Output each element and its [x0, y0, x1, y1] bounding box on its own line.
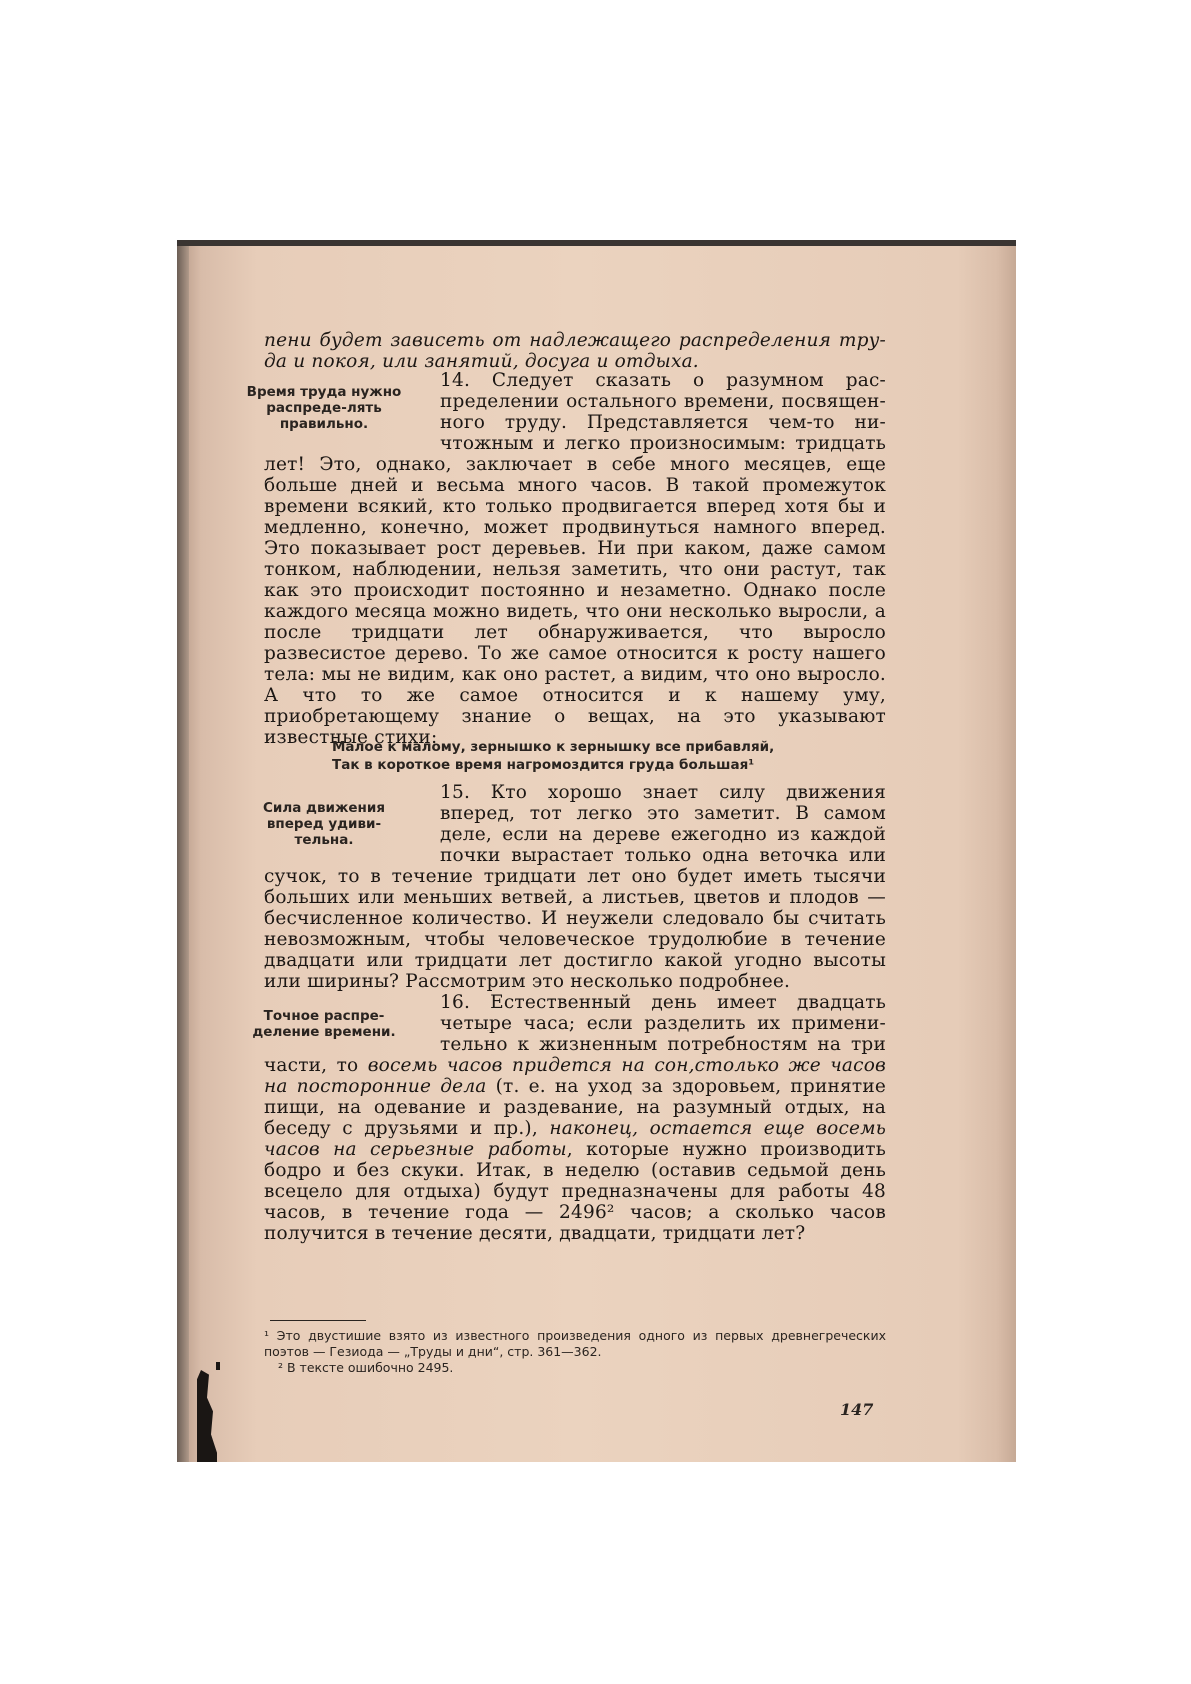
para14-line-3: ного труду. Представляется чем-то ни-	[440, 412, 886, 433]
para15-line-3: деле, если на дереве ежегодно из каждой	[440, 824, 886, 845]
para14-text: лет! Это, однако, заключает в себе много месяцев, еще больше дней и весьма много часов. В такой промежуток времени всякий, кто только продвигается вперед хотя бы и медленно, конечно, может продвинуться намного вперед. Это показывает рост деревьев. Ни при каком, даже самом тонком, наблюдении, нельзя заметить, что они растут, так как это происходит постоянно и незаметно. Однако после каждого месяца можно видеть, что они несколько выросли, а после тридцати лет обнаруживается, что выросло развесистое дерево. То же самое относится к росту нашего тела: мы не видим, как оно растет, а видим, что оно выросло. А что то же самое относится и к нашему уму, приобретающему знание о вещах, на это указывают известные стихи:	[264, 454, 886, 748]
para14-right-column	[440, 370, 886, 454]
verse-line-2: Так в короткое время нагромоздится груда большая¹	[332, 757, 755, 773]
footnote-rule	[270, 1320, 366, 1321]
margin-tick	[216, 1362, 220, 1370]
para15-line-1: 15. Кто хорошо знает силу движения	[440, 782, 886, 803]
footnotes	[264, 1328, 886, 1376]
para14-line-2: пределении остального времени, посвящен-	[440, 391, 886, 412]
verse-quote	[332, 738, 892, 774]
para16-line-1: 16. Естественный день имеет двадцать	[440, 992, 886, 1013]
para15-line-2: вперед, тот легко это заметит. В самом	[440, 803, 886, 824]
opening-line-1: пени будет зависеть от надлежащего распределения тру-	[264, 330, 886, 351]
sidenote-work-time: Время труда нужно распреде-лять правильно.	[246, 384, 402, 432]
para16-emphasis-1: восемь часов придется на сон,столько же часов на посторонние дела	[264, 1055, 886, 1097]
para16-text	[264, 1055, 886, 1244]
para16-segment-c: (т. е. на уход за здоровьем, принятие пищи, на одевание и раздевание, на разумный отдых, на беседу с друзьями и пр.),	[264, 1076, 887, 1139]
para15-right-column	[440, 782, 886, 866]
para15-text: сучок, то в течение тридцати лет оно будет иметь тысячи больших или меньших ветвей, а листьев, цветов и плодов — бесчисленное количество. И неужели следовало бы считать невозможным, чтобы человеческое трудолюбие в течение двадцати или тридцати лет достигло какой угодно высоты или ширины? Рассмотрим это несколько подробнее.	[264, 866, 886, 992]
opening-italic-text	[264, 330, 886, 372]
page-top-edge	[177, 240, 1016, 246]
footnote-2: ² В тексте ошибочно 2495.	[278, 1360, 454, 1375]
para15-line-4: почки вырастает только одна веточка или	[440, 845, 886, 866]
para14-line-1: 14. Следует сказать о разумном рас-	[440, 370, 886, 391]
para16-right-column	[440, 992, 886, 1055]
footnote-1: ¹ Это двустишие взято из известного произведения одного из первых древнегреческих поэтов — Гезиода — „Труды и дни“, стр. 361—362.	[264, 1328, 886, 1359]
opening-line-2: да и покоя, или занятий, досуга и отдыха.	[264, 351, 699, 372]
para14-body	[264, 454, 886, 748]
page-left-shadow	[177, 246, 189, 1462]
para16-emphasis-2: наконец, остается еще восемь часов на серьезные работы	[264, 1118, 886, 1160]
verse-line-1: Малое к малому, зернышко к зернышку все прибавляй,	[332, 739, 775, 755]
page-number: 147	[840, 1400, 874, 1419]
para16-body	[264, 1055, 886, 1244]
sidenote-forward-motion: Сила движения вперед удиви-тельна.	[262, 800, 385, 848]
para16-line-3: тельно к жизненным потребностям на три	[440, 1034, 886, 1055]
para16-line-2: четыре часа; если разделить их примени-	[440, 1013, 886, 1034]
para14-line-4: чтожным и легко произносимым: тридцать	[440, 433, 886, 454]
para16-segment-a: части, то	[264, 1055, 368, 1076]
para15-body	[264, 866, 886, 992]
para16-segment-e: , которые нужно производить бодро и без скуки. Итак, в неделю (оставив седьмой день всецело для отдыха) будут предназначены для работы 48 часов, в течение года — 2496² часов; а сколько часов получится в течение десяти, двадцати, тридцати лет?	[264, 1139, 886, 1244]
sidenote-time-distribution: Точное распре-деление времени.	[252, 1008, 396, 1040]
